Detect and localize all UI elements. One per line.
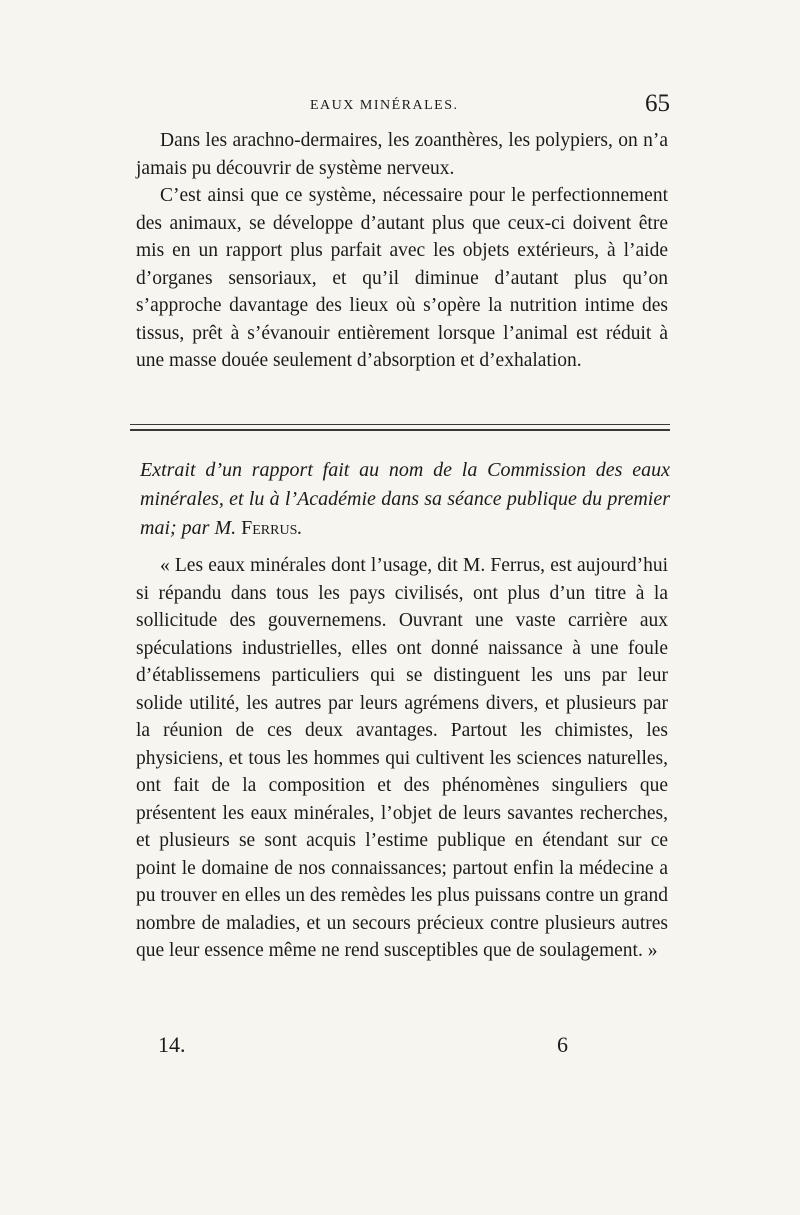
extract-title <box>140 456 670 543</box>
extract-title-end: . <box>297 517 303 539</box>
page-number: 65 <box>645 90 670 117</box>
quote-text <box>136 552 668 965</box>
paragraph: C’est ainsi que ce système, nécessaire pour le perfectionnement des animaux, se développe d’autant plus que ceux-ci doivent être mis en un rapport plus parfait avec les objets extérieurs, à l’aide d’organes sensoriaux, et qu’il diminue d’autant plus qu’on s’approche davantage des lieux où s’opère la nutrition intime des tissus, prêt à s’évanouir entièrement lorsque l’animal est réduit à une masse douée seulement d’absorption et d’exhalation. <box>136 185 668 371</box>
paragraph: « Les eaux minérales dont l’usage, dit M. Ferrus, est aujourd’hui si répandu dans tous les pays civilisés, ont plus d’un titre à la sollicitude des gouvernemens. Ouvrant une vaste carrière aux spéculations industrielles, elles ont donné naissance à une foule d’établissemens particuliers qui se distinguent les uns par leur solide utilité, les autres par leurs agrémens divers, et plusieurs par la réunion de ces deux avantages. Partout les chimistes, les physiciens, et tous les hommes qui cultivent les sciences naturelles, ont fait de la composition et des phénomènes singuliers que présentent les eaux minérales, l’objet de leurs savantes recherches, et plusieurs se sont acquis l’estime publique en étendant sur ce point le domaine de nos connaissances; partout enfin la médecine a pu trouver en elles un des remèdes les plus puissans contre un grand nombre de maladies, et un secours précieux contre plusieurs autres que leur essence même ne rend susceptibles que de soulagement. » <box>136 555 668 961</box>
running-title: EAUX MINÉRALES. <box>310 98 459 113</box>
section-divider <box>130 429 670 431</box>
section-divider <box>130 424 670 425</box>
paragraph: Dans les arachno-dermaires, les zoanthères, les polypiers, on n’a jamais pu découvrir de système nerveux. <box>136 130 668 179</box>
extract-author: Ferrus <box>241 517 298 539</box>
extract-title-text: Extrait d’un rapport fait au nom de la Commission des eaux minérales, et lu à l’Académie dans sa séance publique du premier mai; par M. <box>140 459 670 539</box>
signature-mark: 14. <box>158 1032 186 1057</box>
intro-text <box>136 127 668 375</box>
running-head <box>130 90 670 126</box>
sheet-number: 6 <box>557 1032 568 1057</box>
